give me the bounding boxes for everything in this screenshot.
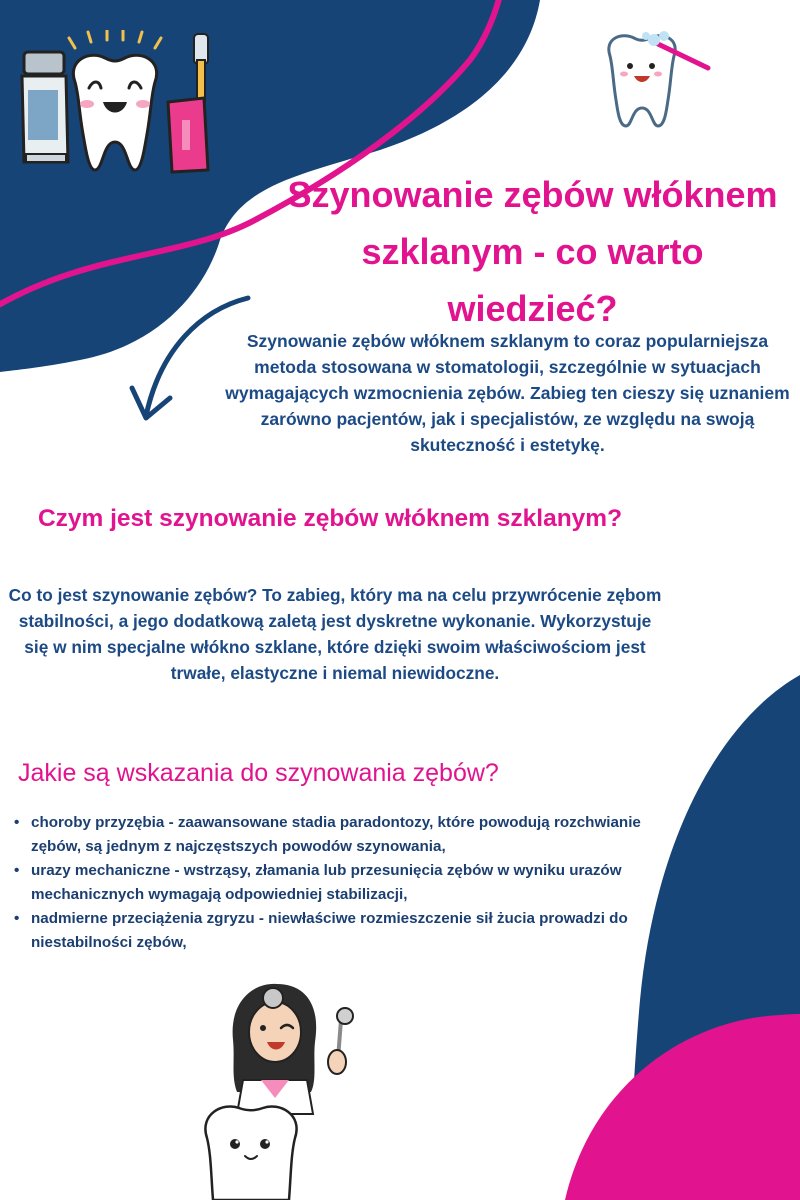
section-paragraph-what-is: Co to jest szynowanie zębów? To zabieg, który ma na celu przywrócenie zębom stabilności, a jego dodatkową zaletą jest dyskretne wykonanie. Wykorzystuje się w nim specjalne włókno szklane, które dzięki swoim właściwościom jest trwałe, elastyczne i niemal niewidoczne. [8, 585, 662, 683]
list-item: • choroby przyzębia - zaawansowane stadia paradontozy, które powodują rozchwianie zębów, są jednym z najczęstszych powodów szynowania, [14, 811, 654, 859]
dentist-icon [215, 980, 365, 1115]
toothbrush-icon [158, 30, 218, 175]
list-item: • urazy mechaniczne - wstrząsy, złamania lub przesunięcia zębów w wyniku urazów mechanicznych wymagają odpowiedniej stabilizacji, [14, 859, 654, 907]
intro-paragraph: Szynowanie zębów włóknem szklanym to coraz popularniejsza metoda stosowana w stomatologii, szczególnie w sytuacjach wymagających wzmocnienia zębów. Zabieg ten cieszy się uznaniem zarówno pacjentów, jak i specjalistów, ze względu na swoją skuteczność i estetykę. [225, 331, 790, 455]
section-heading-indications: Jakie są wskazania do szynowania zębów? [18, 759, 499, 787]
list-item: • nadmierne przeciążenia zgryzu - niewłaściwe rozmieszczenie sił żucia prowadzi do niestabilności zębów, [14, 907, 654, 955]
section-heading-what-is: Czym jest szynowanie zębów włóknem szklanym? [37, 505, 623, 532]
tooth-mascot-icon [195, 1098, 315, 1200]
indications-list [14, 811, 654, 955]
happy-tooth-icon [55, 30, 175, 178]
brushing-tooth-icon [598, 28, 713, 133]
page-title: Szynowanie zębów włóknem szklanym - co warto wiedzieć? [287, 174, 778, 329]
